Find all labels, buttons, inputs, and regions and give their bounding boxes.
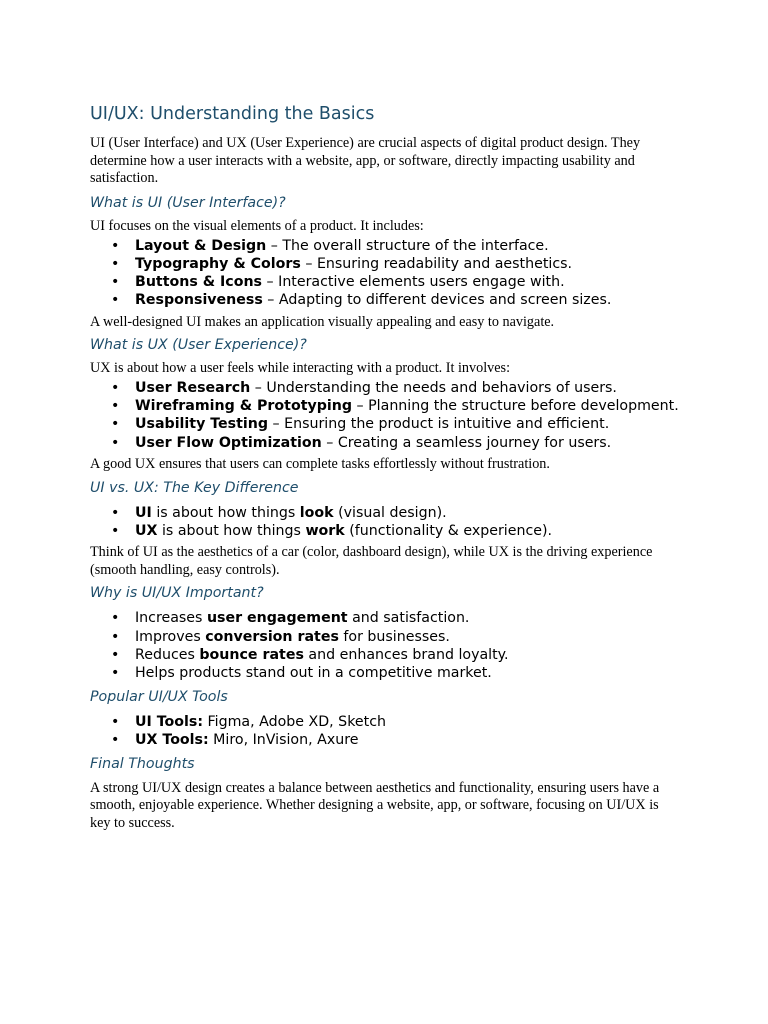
why-heading: Why is UI/UX Important? — [90, 585, 264, 602]
list-item-desc: – Creating a seamless journey for users. — [321, 434, 612, 451]
list-item-term: Buttons & Icons — [135, 274, 263, 291]
list-item-desc: – Understanding the needs and behaviors of users. — [250, 380, 617, 397]
tools-list — [90, 713, 682, 749]
list-item-desc: – The overall structure of the interface. — [266, 237, 549, 254]
list-item-text: is about how things — [157, 522, 306, 539]
list-item — [135, 379, 682, 397]
list-item-text: (visual design). — [333, 504, 447, 521]
ui-closing: A well-designed UI makes an application visually appealing and easy to navigate. — [90, 313, 555, 330]
list-item — [135, 434, 682, 452]
list-item-desc: – Ensuring the product is intuitive and efficient. — [268, 416, 610, 433]
list-item — [135, 415, 682, 433]
ux-lead: UX is about how a user feels while interacting with a product. It involves: — [90, 360, 511, 377]
list-item — [135, 255, 682, 273]
ui-lead: UI focuses on the visual elements of a product. It includes: — [90, 218, 424, 235]
list-item-keyword: work — [305, 522, 345, 539]
list-item — [135, 713, 682, 731]
list-item-keyword: conversion rates — [205, 628, 339, 645]
list-item-desc: Figma, Adobe XD, Sketch — [203, 714, 386, 731]
list-item-text: (functionality & experience). — [344, 522, 553, 539]
list-item-keyword: user engagement — [206, 610, 348, 627]
vs-paragraph: Think of UI as the aesthetics of a car (color, dashboard design), while UX is the driving experience (smooth handling, easy controls). — [90, 543, 653, 578]
vs-list — [90, 504, 682, 540]
list-item — [135, 522, 682, 540]
list-item-text: for businesses. — [338, 628, 450, 645]
ux-closing: A good UX ensures that users can complete tasks effortlessly without frustration. — [90, 455, 550, 472]
list-item — [135, 291, 682, 309]
why-list — [90, 609, 682, 682]
ui-heading: What is UI (User Interface)? — [90, 195, 286, 212]
list-item — [135, 628, 682, 646]
ux-list — [90, 379, 682, 452]
list-item-term: UI Tools: — [135, 714, 204, 731]
list-item-term: Responsiveness — [135, 292, 263, 309]
final-heading: Final Thoughts — [90, 755, 195, 772]
list-item-text: and enhances brand loyalty. — [303, 646, 509, 663]
intro-paragraph: UI (User Interface) and UX (User Experience) are crucial aspects of digital product design. They determine how a user interacts with a website, app, or software, directly impacting usability and satisfaction. — [90, 135, 641, 187]
list-item-text: is about how things — [151, 504, 300, 521]
list-item-term: Typography & Colors — [135, 256, 301, 273]
list-item-desc: – Adapting to different devices and screen sizes. — [262, 292, 612, 309]
document-title: UI/UX: Understanding the Basics — [90, 104, 375, 124]
list-item-desc: – Planning the structure before development. — [352, 398, 679, 415]
list-item-desc: – Ensuring readability and aesthetics. — [300, 256, 573, 273]
list-item — [135, 273, 682, 291]
final-paragraph: A strong UI/UX design creates a balance between aesthetics and functionality, ensuring users have a smooth, enjoyable experience. Whether designing a website, app, or software, focusing on UI/UX is key to success. — [90, 779, 660, 831]
list-item-term: UX Tools: — [135, 732, 209, 749]
list-item-text: Increases — [135, 610, 207, 627]
list-item-term: UI — [135, 504, 152, 521]
list-item — [135, 646, 682, 664]
list-item — [135, 609, 682, 627]
list-item-desc: Miro, InVision, Axure — [208, 732, 359, 749]
list-item-term: Usability Testing — [135, 416, 269, 433]
list-item-term: UX — [135, 522, 158, 539]
list-item-text: Reduces — [135, 646, 200, 663]
list-item-term: User Research — [135, 380, 251, 397]
vs-heading: UI vs. UX: The Key Difference — [90, 479, 299, 496]
list-item-term: User Flow Optimization — [135, 434, 322, 451]
list-item-keyword: bounce rates — [199, 646, 304, 663]
list-item — [135, 664, 682, 682]
list-item — [135, 504, 682, 522]
list-item-desc: – Interactive elements users engage with. — [262, 274, 565, 291]
tools-heading: Popular UI/UX Tools — [90, 689, 228, 706]
list-item-text: and satisfaction. — [347, 610, 470, 627]
list-item — [135, 237, 682, 255]
list-item-term: Wireframing & Prototyping — [135, 398, 353, 415]
list-item-text: Improves — [135, 628, 206, 645]
list-item-term: Layout & Design — [135, 237, 267, 254]
document-page — [90, 102, 682, 833]
list-item — [135, 731, 682, 749]
ui-list — [90, 237, 682, 310]
list-item — [135, 397, 682, 415]
ux-heading: What is UX (User Experience)? — [90, 337, 307, 354]
list-item-text: Helps products stand out in a competitive market. — [135, 664, 492, 681]
list-item-keyword: look — [299, 504, 334, 521]
